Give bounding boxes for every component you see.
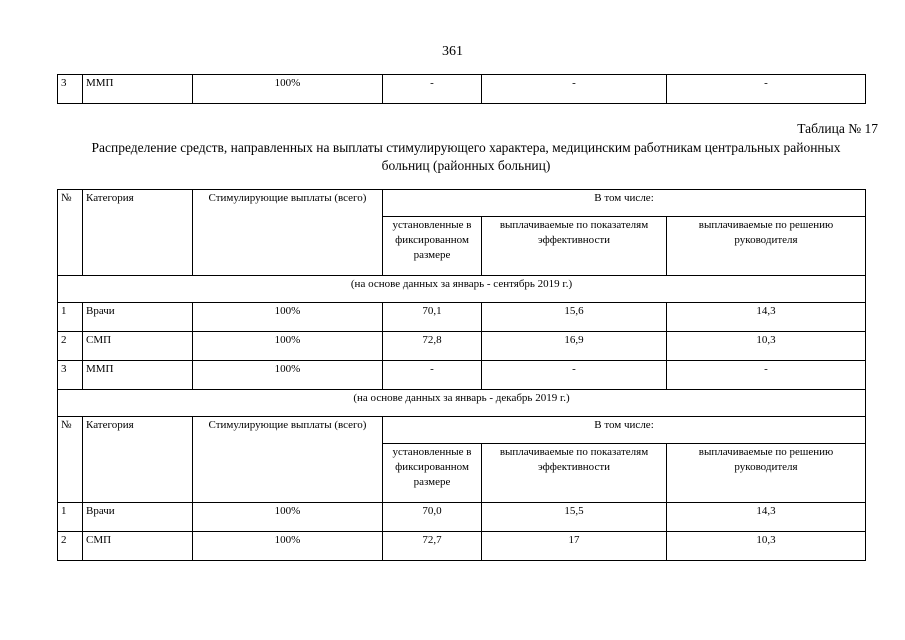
efficiency-cell: 15,5: [482, 503, 667, 532]
table-label: Таблица № 17: [797, 121, 878, 136]
header-row: [58, 190, 866, 217]
total-cell: 100%: [193, 503, 383, 532]
row-number: 2: [58, 332, 83, 361]
fixed-cell: 72,7: [383, 532, 482, 561]
header-num: №: [58, 190, 83, 276]
fixed-cell: 72,8: [383, 332, 482, 361]
manager-cell: 14,3: [667, 503, 866, 532]
category-cell: ММП: [83, 361, 193, 390]
header-efficiency: выплачиваемые по показателям эффективности: [482, 217, 667, 276]
header-row: [58, 417, 866, 444]
header-manager: выплачиваемые по решению руководителя: [667, 217, 866, 276]
table-row: [58, 532, 866, 561]
header-num: №: [58, 417, 83, 503]
header-total: Стимулирующие выплаты (всего): [193, 190, 383, 276]
header-category: Категория: [83, 417, 193, 503]
manager-cell: -: [667, 75, 866, 104]
header-efficiency: выплачиваемые по показателям эффективности: [482, 444, 667, 503]
table-title-line1: Распределение средств, направленных на выплаты стимулирующего характера, медицинским работникам центральных районных: [91, 140, 841, 155]
header-fixed: установленные в фиксированном размере: [383, 217, 482, 276]
fixed-cell: -: [383, 361, 482, 390]
row-number: 3: [58, 361, 83, 390]
table-title-line2: больниц (районных больниц): [381, 157, 551, 173]
table-row: [58, 361, 866, 390]
distribution-table: [57, 189, 866, 561]
fixed-cell: 70,1: [383, 303, 482, 332]
total-cell: 100%: [193, 532, 383, 561]
total-cell: 100%: [193, 332, 383, 361]
manager-cell: -: [667, 361, 866, 390]
section-note: (на основе данных за январь - сентябрь 2019 г.): [58, 276, 866, 303]
section-note: (на основе данных за январь - декабрь 2019 г.): [58, 390, 866, 417]
total-cell: 100%: [193, 303, 383, 332]
row-number: 2: [58, 532, 83, 561]
table-row: [58, 503, 866, 532]
table-title: [62, 139, 870, 174]
table-row: [58, 75, 866, 104]
row-number: 1: [58, 303, 83, 332]
section-note-row: [58, 390, 866, 417]
category-cell: СМП: [83, 532, 193, 561]
efficiency-cell: 16,9: [482, 332, 667, 361]
row-number: 3: [58, 75, 83, 104]
total-cell: 100%: [193, 75, 383, 104]
efficiency-cell: 17: [482, 532, 667, 561]
manager-cell: 10,3: [667, 332, 866, 361]
efficiency-cell: -: [482, 361, 667, 390]
row-number: 1: [58, 503, 83, 532]
header-including: В том числе:: [383, 190, 866, 217]
efficiency-cell: 15,6: [482, 303, 667, 332]
page-number: 361: [442, 44, 463, 59]
category-cell: ММП: [83, 75, 193, 104]
fixed-cell: 70,0: [383, 503, 482, 532]
section-note-row: [58, 276, 866, 303]
total-cell: 100%: [193, 361, 383, 390]
manager-cell: 14,3: [667, 303, 866, 332]
category-cell: СМП: [83, 332, 193, 361]
manager-cell: 10,3: [667, 532, 866, 561]
header-category: Категория: [83, 190, 193, 276]
efficiency-cell: -: [482, 75, 667, 104]
header-manager: выплачиваемые по решению руководителя: [667, 444, 866, 503]
category-cell: Врачи: [83, 303, 193, 332]
continued-table-row: [57, 74, 866, 104]
header-fixed: установленные в фиксированном размере: [383, 444, 482, 503]
category-cell: Врачи: [83, 503, 193, 532]
fixed-cell: -: [383, 75, 482, 104]
table-row: [58, 332, 866, 361]
table-row: [58, 303, 866, 332]
header-total: Стимулирующие выплаты (всего): [193, 417, 383, 503]
header-including: В том числе:: [383, 417, 866, 444]
